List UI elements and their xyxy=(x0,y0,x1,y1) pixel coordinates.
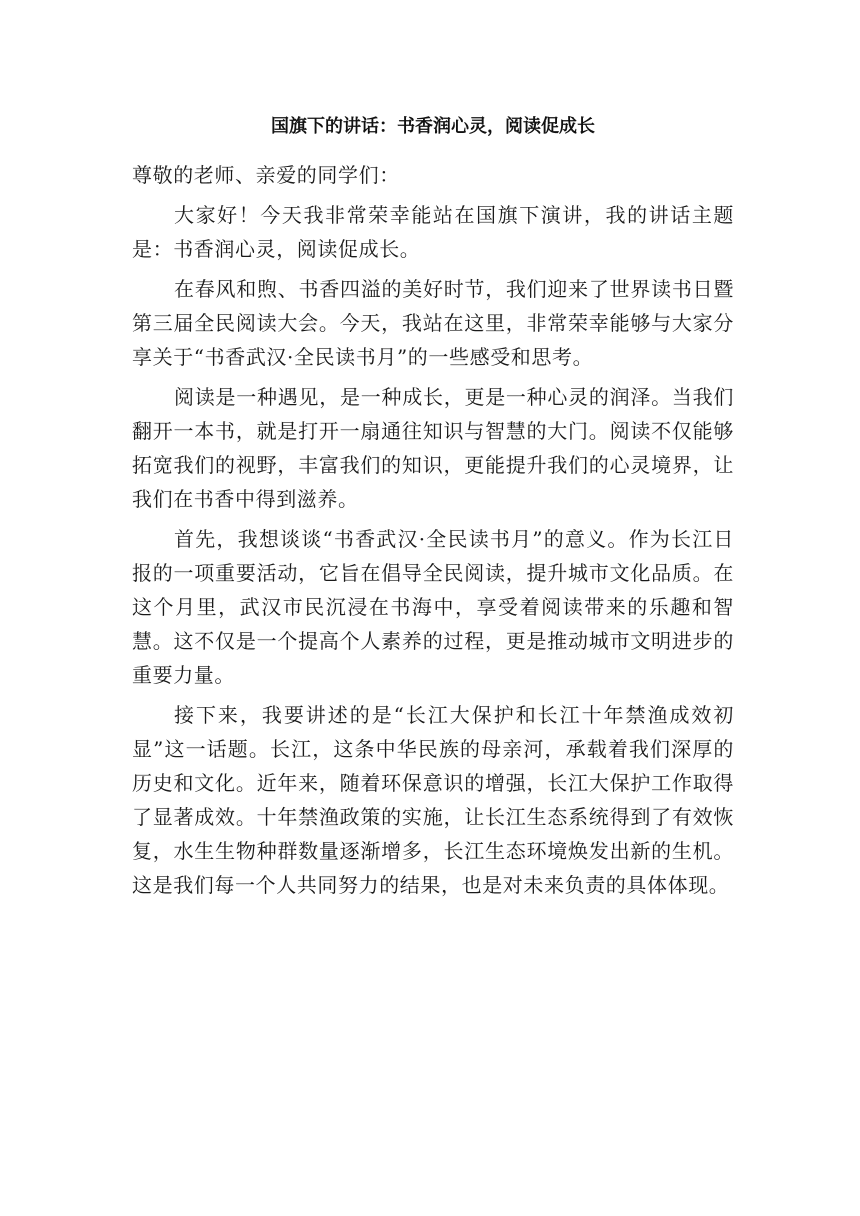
paragraph-wuhan-reading-month: 首先，我想谈谈“书香武汉·全民读书月”的意义。作为长江日报的一项重要活动，它旨在倡导全民阅读，提升城市文化品质。在这个月里，武汉市民沉浸在书海中，享受着阅读带来的乐趣和智慧。这不仅是一个提高个人素养的过程，更是推动城市文明进步的重要力量。 xyxy=(132,527,734,687)
paragraph-reading-meaning: 阅读是一种遇见，是一种成长，更是一种心灵的润泽。当我们翻开一本书，就是打开一扇通往知识与智慧的大门。阅读不仅能够拓宽我们的视野，丰富我们的知识，更能提升我们的心灵境界，让我们在书香中得到滋养。 xyxy=(132,385,734,511)
page-title: 国旗下的讲话：书香润心灵，阅读促成长 xyxy=(271,116,595,137)
paragraph-yangtze-protection: 接下来，我要讲述的是“长江大保护和长江十年禁渔成效初显”这一话题。长江，这条中华民族的母亲河，承载着我们深厚的历史和文化。近年来，随着环保意识的增强，长江大保护工作取得了显著成效。十年禁渔政策的实施，让长江生态系统得到了有效恢复，水生生物种群数量逐渐增多，长江生态环境焕发出新的生机。这是我们每一个人共同努力的结果，也是对未来负责的具体体现。 xyxy=(132,703,734,897)
salutation: 尊敬的老师、亲爱的同学们： xyxy=(132,163,400,187)
paragraph-reading-day: 在春风和煦、书香四溢的美好时节，我们迎来了世界读书日暨第三届全民阅读大会。今天，我站在这里，非常荣幸能够与大家分享关于“书香武汉·全民读书月”的一些感受和思考。 xyxy=(132,277,734,369)
document-page xyxy=(132,112,734,902)
paragraph-greeting: 大家好！今天我非常荣幸能站在国旗下演讲，我的讲话主题是：书香润心灵，阅读促成长。 xyxy=(132,203,734,261)
